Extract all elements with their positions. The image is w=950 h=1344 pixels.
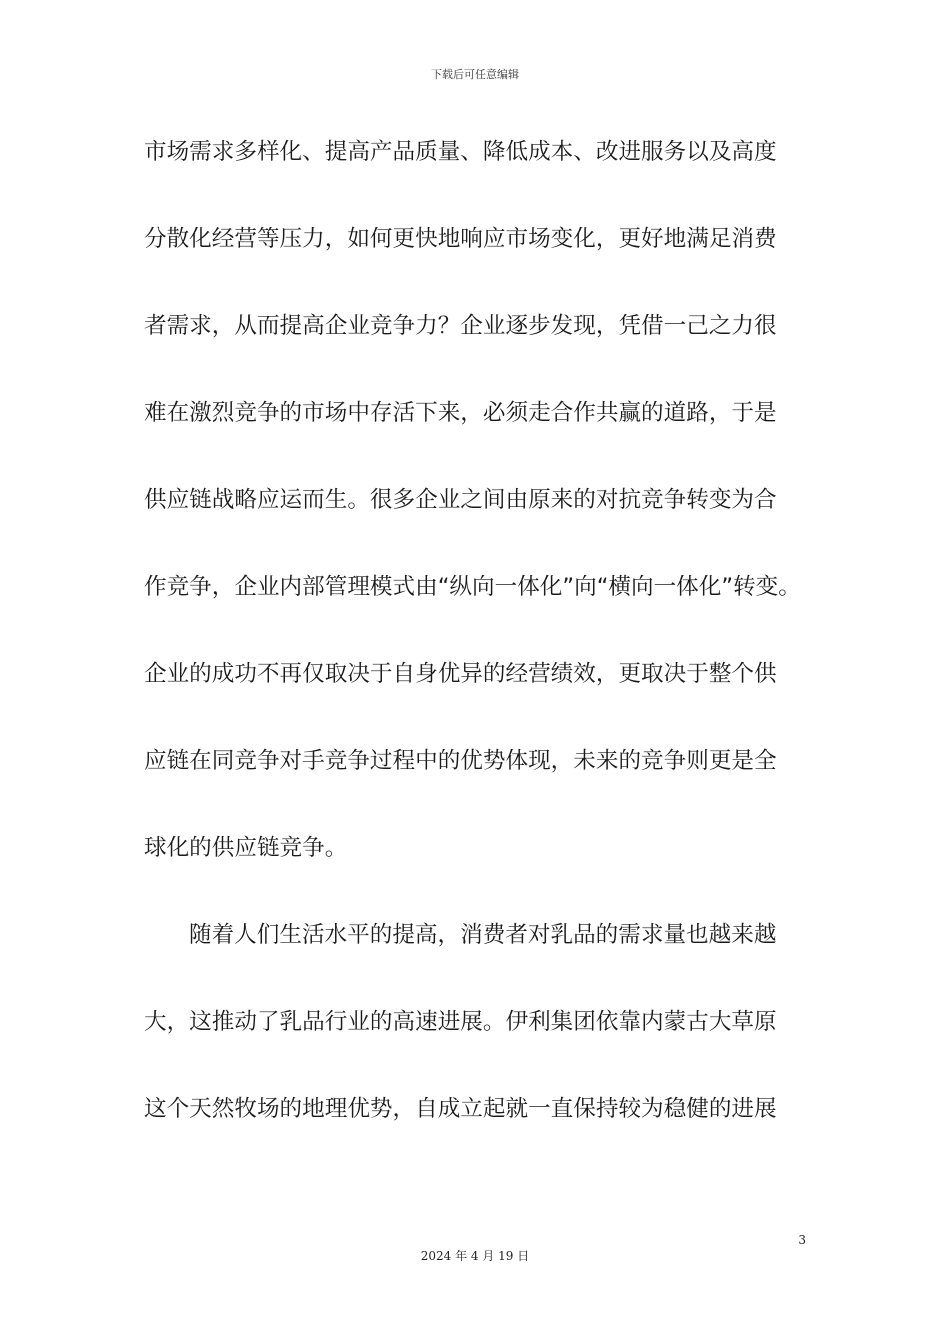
body-line: 供应链战略应运而生。很多企业之间由原来的对抗竞争转变为合 [144,487,777,513]
body-line: 企业的成功不再仅取决于自身优异的经营绩效，更取决于整个供 [144,661,777,687]
header-note: 下载后可任意编辑 [431,68,519,81]
body-line: 作竞争，企业内部管理模式由“纵向一体化”向“横向一体化”转变。 [144,574,801,600]
body-line: 随着人们生活水平的提高，消费者对乳品的需求量也越来越 [189,922,777,948]
footer-date: 2024 年 4 月 19 日 [420,1249,530,1263]
document-body [144,128,801,1172]
page-number: 3 [798,1233,806,1247]
body-line: 大，这推动了乳品行业的高速进展。伊利集团依靠内蒙古大草原 [144,1009,777,1035]
body-line: 者需求，从而提高企业竞争力？企业逐步发现，凭借一己之力很 [144,313,777,339]
body-line: 应链在同竞争对手竞争过程中的优势体现，未来的竞争则更是全 [144,748,777,774]
body-line: 球化的供应链竞争。 [144,835,348,861]
body-line: 市场需求多样化、提高产品质量、降低成本、改进服务以及高度 [144,139,777,165]
body-line: 这个天然牧场的地理优势，自成立起就一直保持较为稳健的进展 [144,1096,777,1122]
body-line: 分散化经营等压力，如何更快地响应市场变化，更好地满足消费 [144,226,777,252]
body-line: 难在激烈竞争的市场中存活下来，必须走合作共赢的道路，于是 [144,400,777,426]
